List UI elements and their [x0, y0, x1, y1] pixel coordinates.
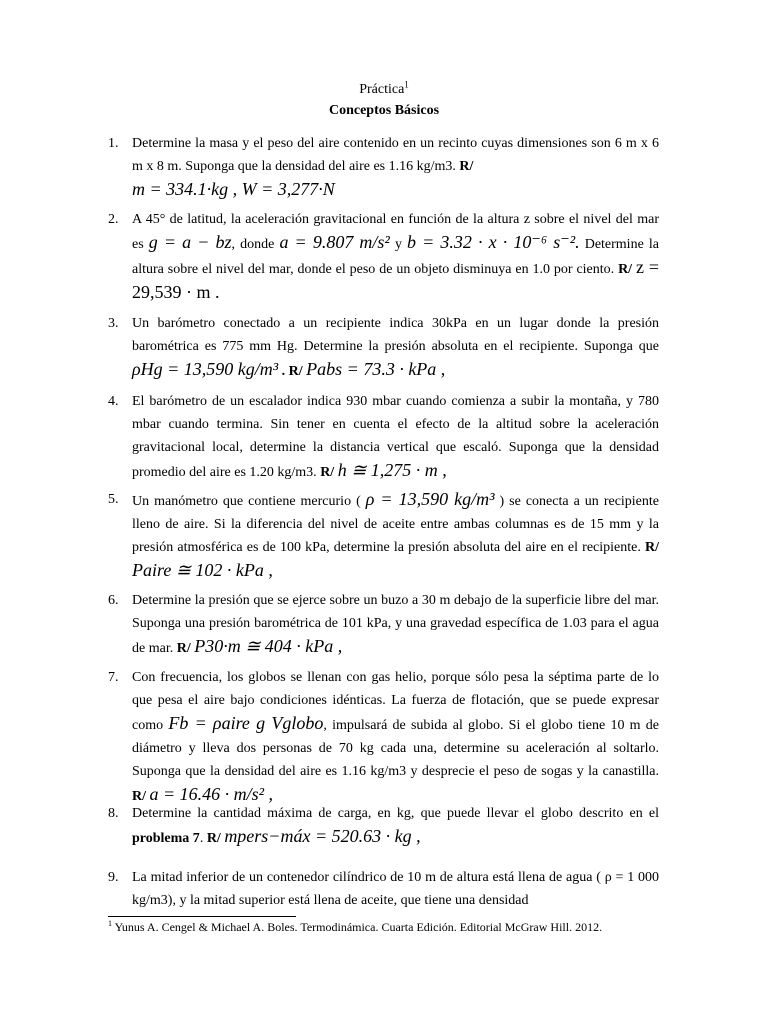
- page-subtitle: Conceptos Básicos: [328, 103, 440, 118]
- footnote-ref: 1: [404, 79, 409, 90]
- formula: a = 9.807 m/s²: [279, 232, 390, 252]
- problem-number: 1.: [108, 136, 119, 151]
- footnote-text: Yunus A. Cengel & Michael A. Boles. Termodinámica. Cuarta Edición. Editorial McGraw Hill. 2012.: [114, 920, 603, 934]
- answer-formula: m = 334.1·kg , W = 3,277·N: [132, 179, 335, 199]
- problem-text: , impulsará de subida al globo. Si el globo tiene 10 m de diámetro y lleva dos personas de 70 kg cada una, determine su aceleración al soltarlo. Suponga que la densidad del aire es 1.16 kg/m3 y desprecie el peso de sogas y la canastilla.: [132, 718, 660, 779]
- answer-label: R/: [176, 641, 191, 656]
- answer-formula: Pabs = 73.3 · kPa ,: [306, 359, 446, 379]
- formula: ρHg = 13,590 kg/m³: [132, 359, 279, 379]
- problem-text: Determine la masa y el peso del aire contenido en un recinto cuyas dimensiones son 6 m x 6 m x 8 m. Suponga que la densidad del aire es 1.16 kg/m3.: [132, 136, 659, 174]
- problem-5: [108, 488, 659, 584]
- problem-number: 6.: [108, 593, 119, 608]
- problem-3: [108, 312, 659, 383]
- problem-text: Determine la presión que se ejerce sobre un buzo a 30 m debajo de la superficie libre del mar. Suponga una presión barométrica de 101 kPa, y una gravedad específica de 1.03 para el agua de mar.: [132, 593, 659, 656]
- formula: ρ = 13,590 kg/m³: [365, 489, 495, 509]
- problem-text: La mitad inferior de un contenedor cilíndrico de 10 m de altura está llena de agua ( ρ = 1 000 kg/m3), y la mitad superior está llena de aceite, que tiene una densidad: [132, 870, 659, 908]
- answer-label: R/: [320, 465, 335, 480]
- problem-number: 4.: [108, 394, 119, 409]
- answer-label: R/: [206, 831, 221, 846]
- answer-label: R/: [645, 540, 659, 555]
- problem-text: Un manómetro que contiene mercurio (: [132, 494, 361, 509]
- problem-number: 2.: [108, 212, 119, 227]
- answer-formula: h ≅ 1,275 · m ,: [337, 460, 447, 480]
- problem-text: ) se conecta a un recipiente lleno de aire. Si la diferencia del nivel de aceite entre ambas columnas es de 15 mm y la presión atmosférica es de 100 kPa, determine la presión absoluta del aire en el recipiente.: [132, 494, 660, 555]
- answer-formula: a = 16.46 · m/s² ,: [149, 784, 274, 804]
- problem-number: 5.: [108, 492, 119, 507]
- problem-number: 3.: [108, 316, 119, 331]
- problem-4: [108, 390, 659, 484]
- formula: Fb = ρaire g Vglobo: [168, 713, 324, 733]
- problem-number: 9.: [108, 870, 119, 885]
- answer-label: R/: [132, 789, 146, 804]
- problem-text: Determine la cantidad máxima de carga, en kg, que puede llevar el globo descrito en el: [132, 806, 659, 821]
- problem-text: Determine la altura sobre el nivel del mar, donde el peso de un objeto disminuya en 1.0 por ciento.: [132, 237, 659, 277]
- problem-number: 8.: [108, 806, 119, 821]
- answer-label: R/: [459, 159, 474, 174]
- answer-label: R/: [618, 262, 633, 277]
- answer-formula: mpers−máx = 520.63 · kg ,: [224, 826, 421, 846]
- answer-formula: P30·m ≅ 404 · kPa ,: [194, 636, 343, 656]
- problem-number: 7.: [108, 670, 119, 685]
- problem-text: Con frecuencia, los globos se llenan con gas helio, porque sólo pesa la séptima parte de lo que pesa el aire bajo condiciones idénticas. La fuerza de flotación, que se puede expresar como: [132, 670, 659, 733]
- footnote: [108, 920, 668, 935]
- problem-7: [108, 666, 659, 808]
- problem-9: [108, 866, 659, 912]
- footnote-mark: 1: [108, 919, 112, 928]
- problem-text: Un barómetro conectado a un recipiente indica 30kPa en un lugar donde la presión barométrica es 775 mm Hg. Determine la presión absoluta en el recipiente. Suponga que: [132, 316, 659, 354]
- problem-1: [108, 132, 659, 203]
- problem-text: El barómetro de un escalador indica 930 mbar cuando comienza a subir la montaña, y 780 mbar cuando termina. Sin tener en cuenta el efecto de la altitud sobre la aceleración gravitacional local, determine la distancia vertical que escaló. Suponga que la densidad promedio del aire es 1.20 kg/m3.: [132, 394, 659, 480]
- formula: b = 3.32 · x · 10⁻⁶ s⁻².: [407, 232, 580, 252]
- footnote-divider: [108, 916, 296, 917]
- answer-label: . R/: [281, 364, 303, 379]
- problem-6: [108, 589, 659, 660]
- formula: g = a − bz: [148, 232, 232, 252]
- problem-reference: problema 7: [132, 831, 200, 846]
- answer-formula: z = 29,539 · m .: [132, 257, 660, 302]
- page-title: Práctica$^1$: [359, 79, 409, 97]
- problem-2: 2. A 45° de latitud, la aceleración gravitacional en función de la altura z sobre el nivel del mar es g = a − bz, donde a = 9.807 m/s² y b = 3.32 · x · 10⁻⁶ s⁻². Determine la altura sobre el nivel del mar, donde el peso de un objeto disminuya en 1.0 por ciento. R/ z = 29,539 · m .: [108, 208, 659, 306]
- problem-text: A 45° de latitud, la aceleración gravitacional en función de la altura z sobre el nivel del mar es: [132, 212, 659, 252]
- answer-formula: Paire ≅ 102 · kPa ,: [132, 560, 273, 580]
- problem-8: 8. Determine la cantidad máxima de carga, en kg, que puede llevar el globo descrito en el problema 7. R/ mpers−máx = 520.63 · kg ,: [108, 802, 659, 850]
